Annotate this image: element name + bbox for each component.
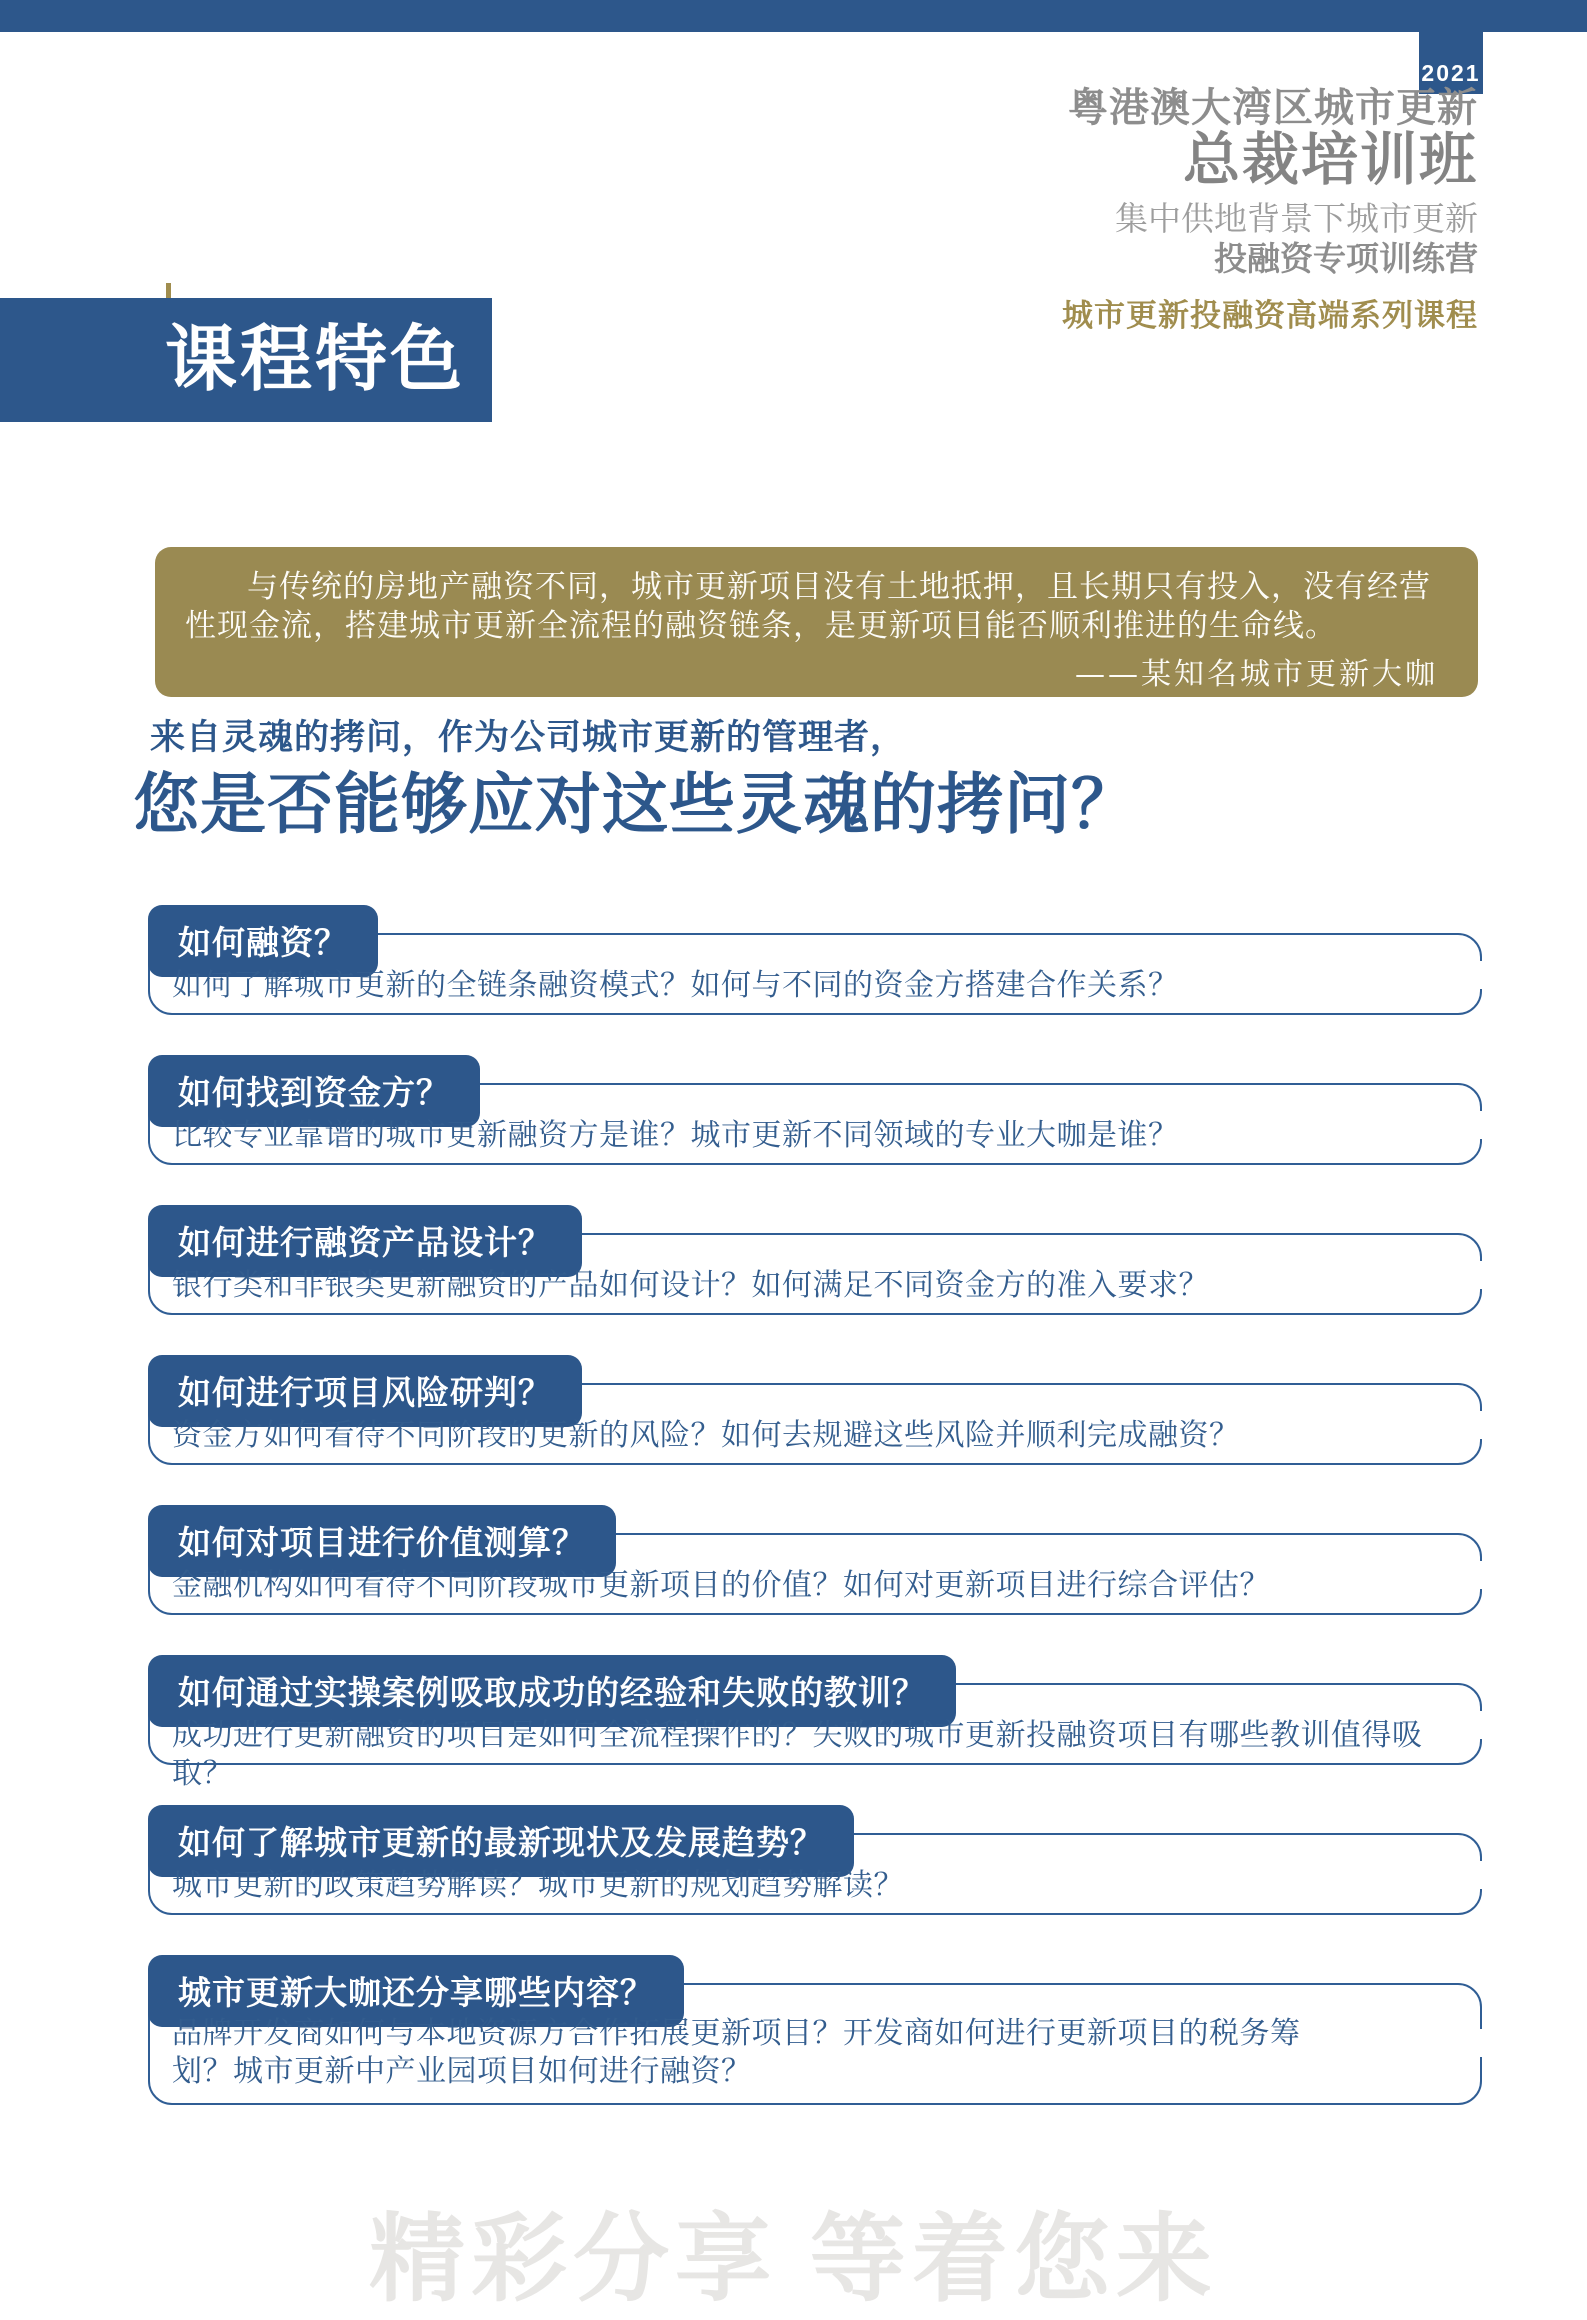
top-band [0, 0, 1587, 32]
program-subtitle-1: 集中供地背景下城市更新 [1115, 199, 1478, 237]
question-body: 城市更新的政策趋势解读？城市更新的规划趋势解读？ [172, 1869, 904, 1902]
intro-main-heading: 您是否能够应对这些灵魂的拷问？ [133, 767, 1138, 841]
question-item [148, 1655, 1482, 1790]
question-body: 如何了解城市更新的全链条融资模式？如何与不同的资金方搭建合作关系？ [172, 969, 1179, 1002]
question-title: 如何通过实操案例吸取成功的经验和失败的教训？ [178, 1674, 926, 1711]
question-item [148, 1055, 1482, 1165]
program-header [1062, 86, 1478, 333]
year-label: 2021 [1421, 60, 1481, 86]
question-outline-gap [1475, 1861, 1485, 1889]
program-main-title: 总裁培训班 [1183, 127, 1478, 192]
year-tab [1419, 0, 1483, 94]
question-body: 品牌开发商如何与本地资源方合作拓展更新项目？开发商如何进行更新项目的税务筹划？城市更新中产业园项目如何进行融资？ [172, 2017, 1301, 2088]
question-item [148, 1355, 1482, 1465]
question-outline-gap [1475, 1411, 1485, 1439]
question-title: 如何进行项目风险研判？ [178, 1374, 552, 1411]
quote-box [155, 547, 1478, 697]
question-outline-gap [1475, 961, 1485, 989]
intro-subheading: 来自灵魂的拷问，作为公司城市更新的管理者， [150, 718, 907, 757]
question-title: 如何对项目进行价值测算？ [178, 1524, 586, 1561]
question-title: 如何融资？ [178, 924, 348, 961]
question-body: 银行类和非银类更新融资的产品如何设计？如何满足不同资金方的准入要求？ [172, 1269, 1209, 1302]
footer-watermark: 精彩分享 等着您来 [369, 2206, 1218, 2313]
quote-attribution: ——某知名城市更新大咖 [1075, 657, 1438, 692]
question-title: 如何进行融资产品设计？ [178, 1224, 552, 1261]
question-body: 成功进行更新融资的项目是如何全流程操作的？失败的城市更新投融资项目有哪些教训值得吸取？ [172, 1719, 1423, 1790]
program-region-title: 粤港澳大湾区城市更新 [1068, 86, 1478, 130]
question-list [148, 905, 1482, 2145]
question-outline-gap [1475, 1261, 1485, 1289]
question-outline-gap [1475, 1561, 1485, 1589]
section-title: 课程特色 [165, 320, 466, 400]
question-item [148, 905, 1482, 1015]
quote-text: 与传统的房地产融资不同，城市更新项目没有土地抵押，且长期只有投入，没有经营性现金流，搭建城市更新全流程的融资链条，是更新项目能否顺利推进的生命线。 [185, 569, 1431, 643]
program-series-label: 城市更新投融资高端系列课程 [1062, 298, 1478, 334]
question-item [148, 1505, 1482, 1615]
question-outline-gap [1475, 1111, 1485, 1139]
question-title: 城市更新大咖还分享哪些内容？ [178, 1974, 654, 2011]
question-body: 比较专业靠谱的城市更新融资方是谁？城市更新不同领域的专业大咖是谁？ [172, 1119, 1179, 1152]
intro-heading [133, 710, 1138, 839]
question-item [148, 1955, 1482, 2105]
question-body: 资金方如何看待不同阶段的更新的风险？如何去规避这些风险并顺利完成融资？ [172, 1419, 1240, 1452]
program-subtitle-2: 投融资专项训练营 [1214, 239, 1478, 277]
section-banner [0, 298, 492, 422]
question-item [148, 1805, 1482, 1915]
question-title: 如何找到资金方？ [178, 1074, 450, 1111]
question-item [148, 1205, 1482, 1315]
question-body: 金融机构如何看待不同阶段城市更新项目的价值？如何对更新项目进行综合评估？ [172, 1569, 1270, 1602]
question-outline-gap [1475, 2029, 1485, 2057]
question-title: 如何了解城市更新的最新现状及发展趋势？ [178, 1824, 824, 1861]
